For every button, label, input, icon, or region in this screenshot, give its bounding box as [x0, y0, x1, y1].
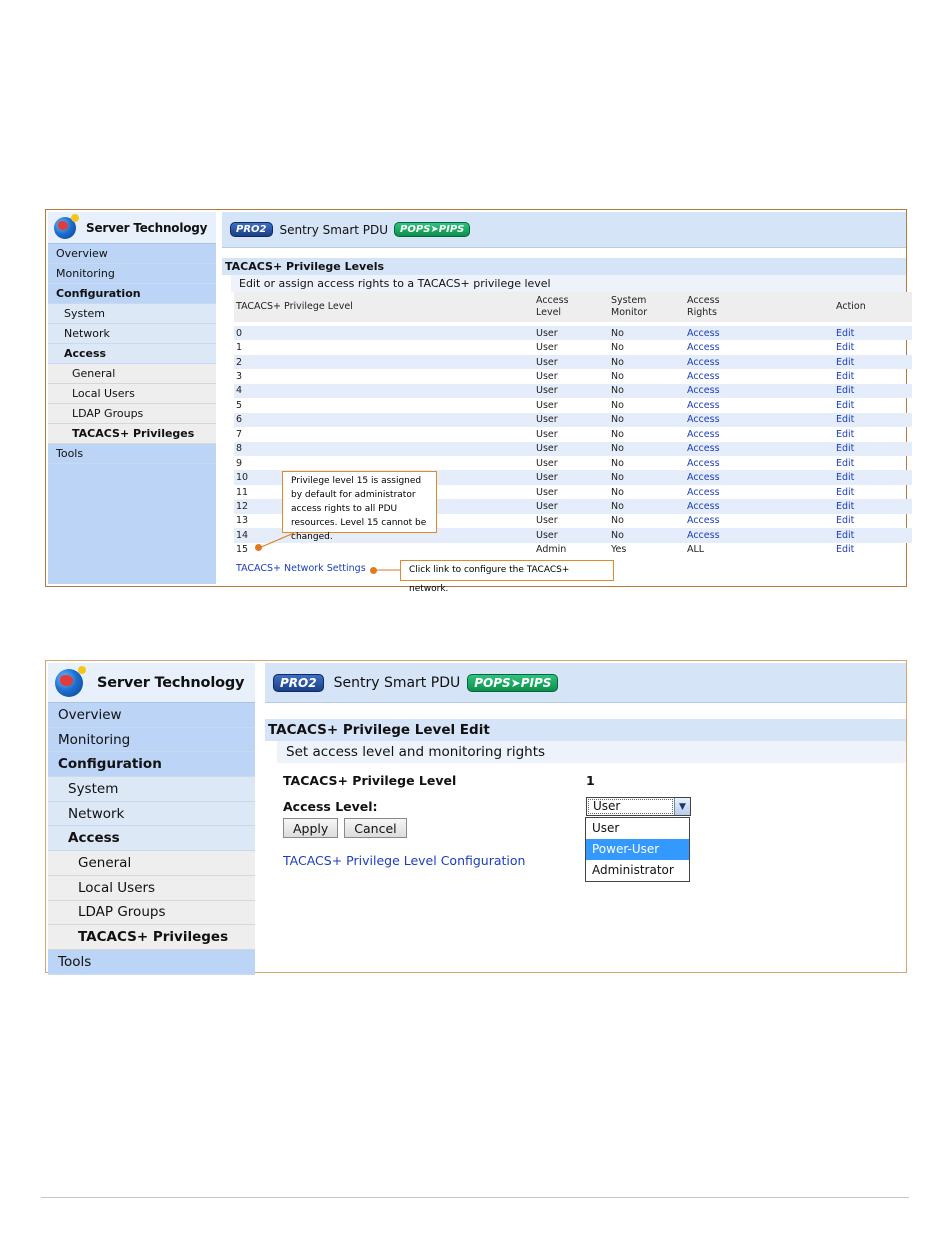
sidebar-item-access[interactable]: Access — [48, 344, 216, 364]
access-rights-link[interactable]: Access — [685, 355, 834, 369]
system-monitor-cell: No — [611, 371, 624, 383]
brand-logo[interactable] — [48, 212, 216, 244]
sidebar-item-general[interactable]: General — [48, 851, 255, 876]
sidebar-item-system[interactable]: System — [48, 304, 216, 324]
access-level-cell: User — [536, 342, 558, 354]
access-rights-link[interactable]: Access — [687, 457, 720, 469]
page-title: TACACS+ Privilege Level Edit — [265, 719, 906, 741]
access-level-cell: User — [536, 486, 558, 498]
option-administrator[interactable]: Administrator — [592, 863, 674, 877]
column-header-access-level: Access Level — [534, 292, 609, 322]
system-monitor-cell: No — [609, 355, 685, 369]
edit-link[interactable]: Edit — [834, 499, 912, 513]
system-monitor-cell: Yes — [611, 544, 627, 556]
access-level-cell: User — [534, 442, 609, 456]
sidebar-item-access[interactable]: Access — [48, 826, 255, 851]
system-monitor-cell: No — [611, 428, 624, 440]
level-cell: 0 — [234, 326, 534, 340]
tacacs-network-settings-link[interactable]: TACACS+ Network Settings — [236, 563, 366, 574]
level-cell: 3 — [236, 371, 243, 383]
level-cell: 14 — [234, 528, 534, 542]
access-level-cell: User — [536, 371, 558, 383]
column-header-system-monitor: System Monitor — [609, 292, 685, 322]
page-subtitle: Edit or assign access rights to a TACACS+ privilege level — [231, 275, 906, 292]
network-link-callout: Click link to configure the TACACS+ network. — [400, 560, 614, 581]
access-rights-link[interactable]: Access — [687, 399, 720, 411]
access-level-cell: User — [534, 413, 609, 427]
access-level-cell: User — [534, 499, 609, 513]
table-row — [234, 326, 912, 340]
system-monitor-cell: No — [609, 384, 685, 398]
access-rights-link[interactable]: Access — [687, 371, 720, 383]
access-rights-link[interactable]: Access — [685, 470, 834, 484]
sidebar-item-tacacs-privileges[interactable]: TACACS+ Privileges — [48, 424, 216, 444]
level-cell: 2 — [234, 355, 534, 369]
access-level-label: Access Level: — [283, 799, 378, 814]
level-cell: 15 — [236, 544, 249, 556]
access-level-cell: User — [534, 470, 609, 484]
access-rights-link[interactable]: Access — [685, 413, 834, 427]
callout-leader-line — [254, 532, 314, 554]
level-cell: 9 — [236, 457, 243, 469]
column-header-level: TACACS+ Privilege Level — [234, 292, 534, 322]
level-cell: 11 — [236, 486, 249, 498]
globe-logo-icon — [55, 669, 83, 697]
page-title: TACACS+ Privilege Levels — [222, 258, 906, 275]
access-level-cell: User — [534, 355, 609, 369]
sidebar-item-local-users[interactable]: Local Users — [48, 876, 255, 901]
column-header-action: Action — [834, 292, 912, 322]
edit-link[interactable]: Edit — [834, 470, 912, 484]
pro2-badge: PRO2 — [230, 222, 273, 237]
edit-link[interactable]: Edit — [836, 457, 855, 469]
table-row — [234, 427, 912, 441]
brand-name: Server Technology — [86, 220, 208, 235]
option-user[interactable]: User — [592, 821, 620, 835]
sidebar-item-network[interactable]: Network — [48, 802, 255, 827]
cancel-button[interactable]: Cancel — [344, 818, 406, 838]
table-row — [234, 369, 912, 383]
access-level-select[interactable] — [586, 797, 691, 816]
pro2-badge: PRO2 — [273, 674, 324, 692]
access-level-cell: User — [534, 528, 609, 542]
table-row — [234, 456, 912, 470]
edit-link[interactable]: Edit — [836, 342, 855, 354]
level-cell: 4 — [234, 384, 534, 398]
page-subtitle: Set access level and monitoring rights — [277, 741, 906, 763]
privilege-level-edit-screenshot — [45, 660, 907, 973]
system-monitor-cell: No — [609, 442, 685, 456]
level-cell: 1 — [236, 342, 243, 354]
sidebar-item-configuration[interactable]: Configuration — [48, 284, 216, 304]
system-monitor-cell: No — [611, 342, 624, 354]
level-cell: 10 — [234, 470, 534, 484]
privilege-level-label: TACACS+ Privilege Level — [283, 772, 457, 788]
access-rights-link[interactable]: Access — [685, 384, 834, 398]
table-row — [234, 413, 912, 427]
sidebar-item-tools[interactable]: Tools — [48, 950, 255, 975]
sidebar-item-tacacs-privileges[interactable]: TACACS+ Privileges — [48, 925, 255, 950]
level15-callout: Privilege level 15 is assigned by default for administrator access rights to all PDU resources. Level 15 cannot be changed. — [282, 471, 437, 533]
access-level-dropdown-list — [585, 817, 690, 882]
access-level-selected-value: User — [588, 799, 673, 814]
sidebar-item-local-users[interactable]: Local Users — [48, 384, 216, 404]
access-level-cell: User — [536, 428, 558, 440]
system-monitor-cell: No — [609, 499, 685, 513]
column-header-access-rights: Access Rights — [685, 292, 834, 322]
edit-link[interactable]: Edit — [834, 355, 912, 369]
access-level-cell: Admin — [536, 544, 567, 556]
system-monitor-cell: No — [609, 528, 685, 542]
access-rights-link[interactable]: Access — [687, 428, 720, 440]
system-monitor-cell: No — [609, 413, 685, 427]
sidebar-item-overview[interactable]: Overview — [48, 703, 255, 728]
privilege-level-configuration-link[interactable]: TACACS+ Privilege Level Configuration — [283, 853, 526, 868]
option-power-user[interactable]: Power-User — [586, 839, 689, 860]
brand-logo[interactable] — [48, 663, 255, 703]
access-rights-link[interactable]: Access — [685, 528, 834, 542]
product-title: Sentry Smart PDU — [333, 674, 461, 691]
level-cell: 7 — [236, 428, 243, 440]
callout-marker-icon — [255, 544, 262, 551]
level-cell: 12 — [234, 499, 534, 513]
table-row — [234, 442, 912, 456]
table-row — [234, 355, 912, 369]
apply-button[interactable]: Apply — [283, 818, 338, 838]
access-level-cell: User — [536, 515, 558, 527]
system-monitor-cell: No — [611, 515, 624, 527]
access-rights-link[interactable]: Access — [685, 499, 834, 513]
edit-link[interactable]: Edit — [836, 399, 855, 411]
level-cell: 5 — [236, 399, 243, 411]
sidebar-item-overview[interactable]: Overview — [48, 244, 216, 264]
sidebar-item-monitoring[interactable]: Monitoring — [48, 728, 255, 753]
system-monitor-cell: No — [609, 470, 685, 484]
table-row — [234, 340, 912, 354]
sidebar-item-configuration[interactable]: Configuration — [48, 752, 255, 777]
header-bar — [265, 663, 906, 703]
access-level-cell: User — [534, 384, 609, 398]
sidebar — [48, 212, 216, 584]
access-level-cell: User — [536, 399, 558, 411]
header-bar — [222, 212, 906, 248]
edit-link[interactable]: Edit — [836, 486, 855, 498]
edit-link[interactable]: Edit — [834, 528, 912, 542]
brand-name: Server Technology — [97, 674, 245, 691]
sidebar-item-ldap-groups[interactable]: LDAP Groups — [48, 901, 255, 926]
level-cell: 6 — [234, 413, 534, 427]
edit-link[interactable]: Edit — [836, 371, 855, 383]
sidebar-item-system[interactable]: System — [48, 777, 255, 802]
sidebar-item-general[interactable]: General — [48, 364, 216, 384]
product-title: Sentry Smart PDU — [279, 222, 389, 237]
edit-link[interactable]: Edit — [836, 515, 855, 527]
access-level-cell: User — [536, 457, 558, 469]
access-rights-link: ALL — [687, 544, 705, 556]
privilege-levels-screenshot — [45, 209, 907, 594]
pops-pips-badge: POPS➤PIPS — [467, 674, 558, 692]
level-cell: 8 — [234, 442, 534, 456]
table-row — [234, 384, 912, 398]
access-rights-link[interactable]: Access — [687, 342, 720, 354]
edit-link[interactable]: Edit — [836, 428, 855, 440]
pops-pips-badge: POPS➤PIPS — [394, 222, 470, 237]
sidebar-item-monitoring[interactable]: Monitoring — [48, 264, 216, 284]
edit-link[interactable]: Edit — [834, 326, 912, 340]
edit-link[interactable]: Edit — [834, 413, 912, 427]
globe-logo-icon — [54, 217, 76, 239]
level-cell: 13 — [236, 515, 249, 527]
edit-link[interactable]: Edit — [836, 544, 855, 556]
edit-link[interactable]: Edit — [834, 442, 912, 456]
sidebar-item-network[interactable]: Network — [48, 324, 216, 344]
system-monitor-cell: No — [611, 486, 624, 498]
sidebar — [48, 663, 255, 970]
access-rights-link[interactable]: Access — [685, 326, 834, 340]
access-rights-link[interactable]: Access — [687, 486, 720, 498]
table-row — [234, 398, 912, 412]
system-monitor-cell: No — [609, 326, 685, 340]
privilege-level-value: 1 — [586, 772, 595, 788]
page-footer-divider — [41, 1197, 909, 1198]
access-rights-link[interactable]: Access — [687, 515, 720, 527]
dropdown-arrow-icon[interactable]: ▼ — [674, 798, 690, 815]
edit-link[interactable]: Edit — [834, 384, 912, 398]
table-row — [234, 543, 912, 557]
link-marker-icon — [370, 567, 377, 574]
system-monitor-cell: No — [611, 457, 624, 469]
access-level-cell: User — [534, 326, 609, 340]
sidebar-item-ldap-groups[interactable]: LDAP Groups — [48, 404, 216, 424]
system-monitor-cell: No — [611, 399, 624, 411]
access-rights-link[interactable]: Access — [685, 442, 834, 456]
sidebar-item-tools[interactable]: Tools — [48, 444, 216, 464]
